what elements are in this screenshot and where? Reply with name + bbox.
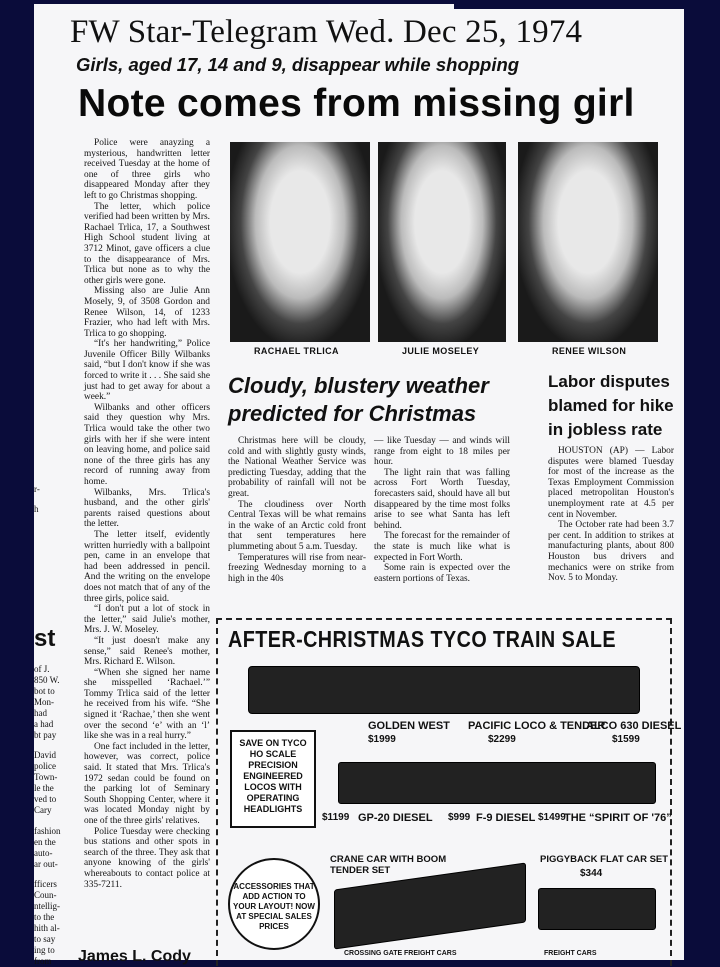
ad-badge-accessories: ACCESSORIES THAT ADD ACTION TO YOUR LAYOUT! NOW AT SPECIAL SALES PRICES xyxy=(228,858,320,950)
fragment-text: Coun- xyxy=(34,890,57,900)
story-paragraph: One fact included in the letter, however, was correct, police said. It stated that Mrs. Trlica's 1972 sedan could be found on the parking lot of Seminary South Shopping Center, where it was located Monday night by one of the three girls' relatives. xyxy=(84,741,210,826)
fragment-text: le the xyxy=(34,783,54,793)
product-name: THE “SPIRIT OF '76” xyxy=(564,812,672,824)
fragment-text: to the xyxy=(34,912,55,922)
fragment-text: bt pay xyxy=(34,730,57,740)
accessory-label: FREIGHT CARS xyxy=(404,950,457,957)
main-story-column xyxy=(84,138,210,890)
labor-paragraph: The October rate had been 3.7 per cent. In addition to strikes at manufacturing plants, about 800 Houston bus drivers and mechanics were on strike from Nov. 5 to Monday. xyxy=(548,520,674,584)
fragment-text: r- xyxy=(34,484,40,494)
piggyback-label: PIGGYBACK FLAT CAR SET xyxy=(540,854,669,865)
product-name: F-9 DIESEL xyxy=(476,812,536,824)
piggyback-illustration xyxy=(538,888,656,930)
photo-caption: RENEE WILSON xyxy=(552,346,627,356)
fragment-text: Town- xyxy=(34,772,58,782)
main-headline: Note comes from missing girl xyxy=(78,82,635,125)
weather-paragraph: Some rain is expected over the eastern portions of Texas. xyxy=(374,563,510,584)
fragment-text: ntellig- xyxy=(34,901,60,911)
photo-rachael-trlica xyxy=(230,142,370,342)
product-price: $1499 xyxy=(538,812,566,823)
photo-caption: RACHAEL TRLICA xyxy=(254,346,339,356)
train-illustration-top xyxy=(248,666,640,714)
fragment-text: h xyxy=(34,504,39,514)
fragment-text: fficers xyxy=(34,879,57,889)
product-price: $1199 xyxy=(322,812,350,823)
story-paragraph: “It's her handwriting,” Police Juvenile Officer Billy Wilbanks said, “but I don't know if she was forced to write it . . . She said she just had to get away for about a week.” xyxy=(84,339,210,403)
product-name: PACIFIC LOCO & TENDER xyxy=(468,720,606,732)
fragment-text: had xyxy=(34,708,47,718)
weather-paragraph: — like Tuesday — and winds will range from eight to 18 miles per hour. xyxy=(374,436,510,468)
fragment-text: ing to xyxy=(34,945,55,955)
weather-headline: Cloudy, blustery weather predicted for Christmas xyxy=(228,373,489,426)
fragment-text: ved to xyxy=(34,794,57,804)
weather-paragraph: The cloudiness over North Central Texas will be what remains in the wake of an Arctic cold front that sent temperatures here plummeting about 5 a.m. Tuesday. xyxy=(228,499,366,552)
product-price: $999 xyxy=(448,812,471,823)
product-name: GOLDEN WEST xyxy=(368,720,450,732)
fragment-text: en the xyxy=(34,837,56,847)
ad-badge-locos: SAVE ON TYCO HO SCALE PRECISION ENGINEERED LOCOS WITH OPERATING HEADLIGHTS xyxy=(230,730,316,828)
crane-car-label: CRANE CAR WITH BOOM TENDER SET xyxy=(330,854,447,876)
story-paragraph: Missing also are Julie Ann Mosely, 9, of 3508 Gordon and Renee Wilson, 14, of 1233 Frazier, who had left with Mrs. Trlica to go shopping. xyxy=(84,286,210,339)
fragment-text: from xyxy=(34,956,52,966)
accessory-label: CROSSING GATE xyxy=(344,950,403,957)
labor-headline: Labor disputes blamed for hike in jobless rate xyxy=(548,372,674,439)
piggyback-price: $344 xyxy=(580,868,603,879)
fragment-text: to say xyxy=(34,934,56,944)
top-edge-shadow xyxy=(454,4,694,9)
story-paragraph: “When she signed her name she misspelled ‘Rachael.’” Tommy Trlica said of the letter he received from his wife. “She signed it ‘Rachae,’ then she went over the second ‘e’ with an ‘l’ like she was in a real hurry.” xyxy=(84,667,210,742)
story-paragraph: Police Tuesday were checking bus stations and other spots in search of the three. They ask that anyone knowing of the girls' whereabouts to contact police at 335-7211. xyxy=(84,826,210,890)
fragment-text: David xyxy=(34,750,56,760)
byline: James L. Cody xyxy=(78,948,191,965)
subheadline: Girls, aged 17, 14 and 9, disappear while shopping xyxy=(76,54,520,75)
fragment-text: fashion xyxy=(34,826,61,836)
story-paragraph: Wilbanks, Mrs. Trlica's husband, and the other girls' parents raised questions about the letter. xyxy=(84,487,210,530)
story-paragraph: “I don't put a lot of stock in the letter,” said Julie's mother, Mrs. J. W. Moseley. xyxy=(84,604,210,636)
weather-column-1 xyxy=(228,436,366,584)
product-price: $1999 xyxy=(368,734,396,745)
fragment-text: Cary xyxy=(34,805,52,815)
newspaper-clipping xyxy=(34,4,684,966)
product-name: GP-20 DIESEL xyxy=(358,812,433,824)
fragment-text: of J. xyxy=(34,664,50,674)
fragment-text: 850 W. xyxy=(34,675,60,685)
story-paragraph: “It just doesn't make any sense,” said Renee's mother, Mrs. Richard E. Wilson. xyxy=(84,635,210,668)
fragment-text: police xyxy=(34,761,56,771)
weather-paragraph: Temperatures will rise from near-freezing Wednesday morning to a high in the 40s xyxy=(228,552,366,584)
fragment-text: auto- xyxy=(34,848,53,858)
photo-caption: JULIE MOSELEY xyxy=(402,346,480,356)
weather-paragraph: The light rain that was falling across Fort Worth Tuesday, forecasters said, should have all but disappeared by the time most folks arise to see what Santa has left behind. xyxy=(374,467,510,531)
photo-julie-moseley xyxy=(378,142,506,342)
story-paragraph: The letter, which police verified had been written by Mrs. Rachael Trlica, 17, a Southwest High School student living at 3712 Minot, gave officers a clue to the disappearance of Mrs. Trlica but none as to why the other girls were gone. xyxy=(84,201,210,286)
story-paragraph: Wilbanks and other officers said they question why Mrs. Trlica would take the other two girls with her if she were intent on leaving home, and police said none of the three girls has any record of running away from home. xyxy=(84,402,210,487)
weather-column-2 xyxy=(374,436,510,584)
fragment-text: Mon- xyxy=(34,697,54,707)
story-paragraph: The letter itself, evidently written hurriedly with a ballpoint pen, came in an envelope that had been addressed in pencil. And the writing on the envelope does not match that of any of the three girls, police said. xyxy=(84,529,210,604)
train-illustration-middle xyxy=(338,762,656,804)
fragment-text: hith al- xyxy=(34,923,60,933)
left-fragment-column xyxy=(34,64,61,966)
product-price: $2299 xyxy=(488,734,516,745)
fragment-text: a had xyxy=(34,719,54,729)
accessory-label: FREIGHT CARS xyxy=(544,950,597,957)
labor-column xyxy=(548,446,674,584)
story-paragraph: Police were anayzing a mysterious, handwritten letter received Tuesday at the home of one of three girls who disappeared Monday after they left to go Christmas shopping. xyxy=(84,138,210,201)
product-name: ALCO 630 DIESEL xyxy=(586,720,682,732)
tyco-train-ad xyxy=(216,618,682,966)
fragment-text: bot to xyxy=(34,686,55,696)
ad-title: AFTER-CHRISTMAS TYCO TRAIN SALE xyxy=(228,626,617,652)
fragment-text: st xyxy=(34,625,56,652)
labor-paragraph: HOUSTON (AP) — Labor disputes were blamed Tuesday for most of the increase as the Texas Employment Commission placed metropolitan Houston's unemployment rate at 4.5 per cent in November. xyxy=(548,446,674,520)
fragment-text: ar out- xyxy=(34,859,58,869)
product-price: $1599 xyxy=(612,734,640,745)
weather-paragraph: Christmas here will be cloudy, cold and with slightly gusty winds, the National Weather Service was predicting Tuesday, adding that the probability of rainfall will not be great. xyxy=(228,436,366,499)
photo-renee-wilson xyxy=(518,142,658,342)
page-header: FW Star-Telegram Wed. Dec 25, 1974 xyxy=(70,14,583,50)
weather-paragraph: The forecast for the remainder of the state is much like what is expected in Fort Worth. xyxy=(374,531,510,563)
